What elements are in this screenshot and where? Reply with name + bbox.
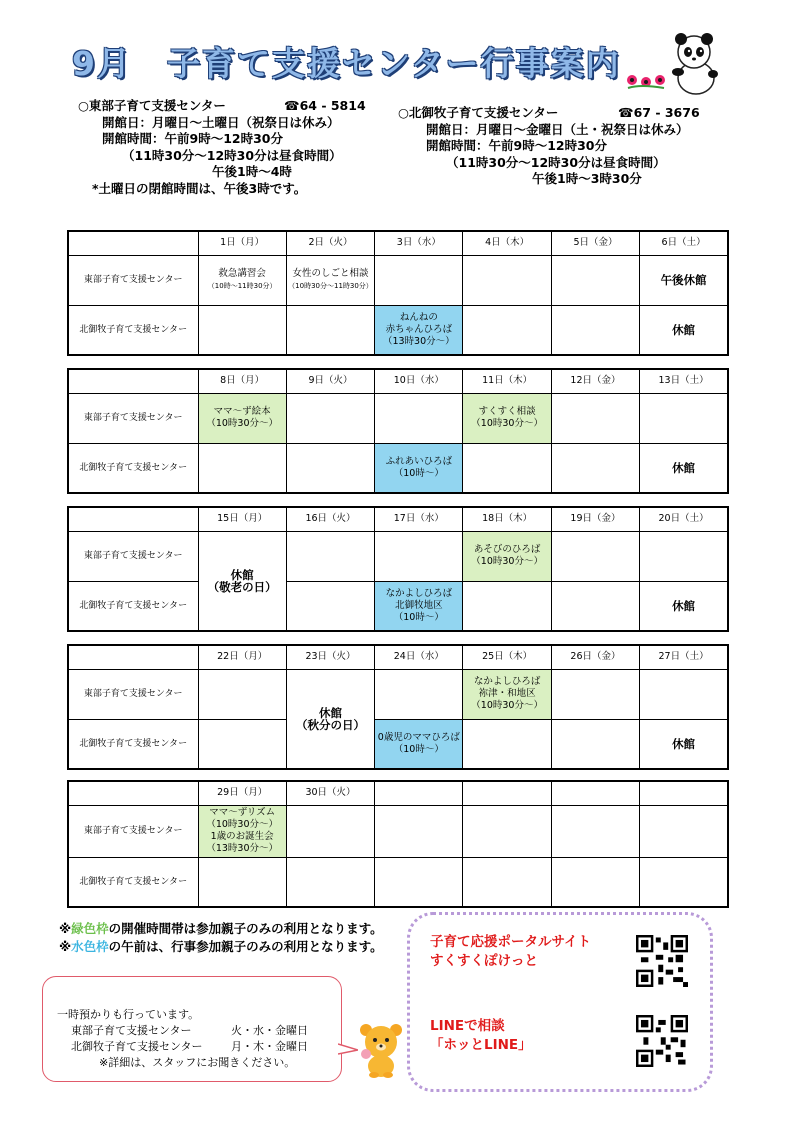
east-center-name: ○東部子育て支援センター (78, 98, 226, 113)
event-time: （10時30分～11時30分） (288, 282, 373, 290)
event-cell (375, 443, 463, 493)
east-afternoon-hours: 午後1時～4時 (212, 164, 292, 179)
event-title: ねんねの (399, 311, 438, 323)
east-lunch-time: （11時30分～12時30分は昼食時間） (122, 147, 342, 163)
event-title: ふれあいひろば (385, 455, 453, 467)
week-table-5 (67, 780, 729, 908)
empty-cell (463, 857, 551, 907)
event-cell (198, 805, 286, 857)
north-center-label: 北御牧子育て支援センター (71, 1040, 203, 1053)
event-time: （13時30分～） (382, 335, 455, 347)
day-header: 24日（水） (375, 645, 463, 669)
bear-icon (356, 1020, 406, 1078)
north-row (68, 581, 728, 631)
closed-label: 休館 (640, 443, 728, 493)
east-saturday-note: *土曜日の閉館時間は、午後3時です。 (92, 180, 307, 196)
event-cell (463, 531, 551, 581)
holiday-name: （敬老の日） (207, 579, 277, 594)
event-time: （10時～11時30分） (207, 282, 277, 290)
empty-cell (375, 393, 463, 443)
empty-cell (551, 669, 639, 719)
day-header (551, 781, 639, 805)
week-header-row (68, 781, 728, 805)
event-cell (463, 669, 551, 719)
east-row (68, 669, 728, 719)
childcare-bubble (42, 976, 342, 1082)
east-open-hours: 開館時間：午前9時～12時30分 (102, 131, 283, 146)
week-table-1 (67, 230, 729, 356)
event-area: 北御牧地区 (395, 599, 443, 611)
empty-cell (551, 719, 639, 769)
event-time: （10時～） (393, 467, 444, 479)
north-afternoon-hours: 午後1時～3時30分 (532, 171, 642, 186)
empty-cell (551, 581, 639, 631)
header-corner-cell (68, 507, 198, 531)
empty-cell (551, 531, 639, 581)
event-time: （10時～） (393, 611, 444, 623)
east-row-label: 東部子育て支援センター (68, 669, 198, 719)
line-consult-name: 「ホッとLINE」 (430, 1037, 532, 1053)
empty-cell (198, 669, 286, 719)
day-header: 9日（火） (286, 369, 374, 393)
empty-cell (198, 443, 286, 493)
north-row-label: 北御牧子育て支援センター (68, 305, 198, 355)
week-header-row (68, 369, 728, 393)
north-open-days: 開館日：月曜日～金曜日（土・祝祭日は休み） (426, 121, 689, 137)
day-header: 30日（火） (286, 781, 374, 805)
east-row (68, 805, 728, 857)
event-title: ママ～ず絵本 (213, 406, 271, 417)
north-lunch-time: （11時30分～12時30分は昼食時間） (446, 154, 666, 170)
day-header: 15日（月） (198, 507, 286, 531)
day-header (463, 781, 551, 805)
event-cell (375, 305, 463, 355)
event-cell (198, 255, 286, 305)
east-row-label: 東部子育て支援センター (68, 531, 198, 581)
header-corner-cell (68, 231, 198, 255)
event-time: （10時30分～） (471, 700, 543, 711)
panda-icon (620, 28, 720, 98)
day-header: 13日（土） (640, 369, 728, 393)
day-header: 20日（土） (640, 507, 728, 531)
portal-site-title: 子育て応援ポータルサイト (430, 934, 592, 950)
event-time: （10時30分～） (471, 418, 543, 429)
empty-cell (198, 719, 286, 769)
empty-cell (640, 531, 728, 581)
east-row-label: 東部子育て支援センター (68, 255, 198, 305)
east-childcare-days: 火・水・金曜日 (231, 1024, 308, 1037)
day-header: 19日（金） (551, 507, 639, 531)
empty-cell (640, 393, 728, 443)
closed-label: 休館 (640, 305, 728, 355)
note-mark: ※ (59, 939, 72, 954)
week-table-4 (67, 644, 729, 770)
event-cell (375, 581, 463, 631)
empty-cell (375, 531, 463, 581)
header-corner-cell (68, 645, 198, 669)
portal-info-box (407, 912, 713, 1092)
portal-qr-code-icon[interactable] (636, 935, 688, 987)
empty-cell (375, 805, 463, 857)
north-row (68, 443, 728, 493)
closed-label: 午後休館 (640, 255, 728, 305)
event-time: （10時30分～） (471, 556, 543, 567)
day-header: 23日（火） (286, 645, 374, 669)
day-header: 12日（金） (551, 369, 639, 393)
line-qr-code-icon[interactable] (636, 1015, 688, 1067)
north-center-tel: ☎67 - 3676 (618, 105, 700, 120)
event-title: なかよしひろば (473, 676, 541, 687)
day-header: 2日（火） (286, 231, 374, 255)
empty-cell (640, 669, 728, 719)
empty-cell (551, 857, 639, 907)
week-header-row (68, 645, 728, 669)
north-row (68, 857, 728, 907)
empty-cell (286, 805, 374, 857)
event-title: なかよしひろば (385, 587, 453, 599)
portal-site-label (430, 933, 591, 971)
day-header: 1日（月） (198, 231, 286, 255)
east-row (68, 393, 728, 443)
event-title: 1歳のお誕生会 (210, 831, 274, 842)
week-table-3 (67, 506, 729, 632)
closed-label: 休館 (640, 581, 728, 631)
event-time: （10時30分～） (206, 819, 278, 830)
empty-cell (551, 305, 639, 355)
day-header: 4日（木） (463, 231, 551, 255)
week-table-2 (67, 368, 729, 494)
week-header-row (68, 507, 728, 531)
north-row (68, 305, 728, 355)
note-text: の午前は、行事参加親子のみの利用となります。 (108, 939, 383, 954)
line-consult-label (430, 1017, 532, 1055)
east-center-tel: ☎64 - 5814 (284, 98, 366, 113)
north-row-label: 北御牧子育て支援センター (68, 857, 198, 907)
holiday-cell (286, 669, 374, 769)
empty-cell (286, 581, 374, 631)
page-title: 9月 子育て支援センター行事案内 (72, 44, 621, 83)
empty-cell (286, 443, 374, 493)
green-label: 緑色枠 (71, 921, 109, 936)
day-header: 8日（月） (198, 369, 286, 393)
north-row-label: 北御牧子育て支援センター (68, 581, 198, 631)
east-row-label: 東部子育て支援センター (68, 805, 198, 857)
empty-cell (286, 393, 374, 443)
line-consult-title: LINEで相談 (430, 1018, 505, 1034)
day-header: 10日（水） (375, 369, 463, 393)
east-open-days: 開館日：月曜日～土曜日（祝祭日は休み） (102, 114, 340, 130)
day-header: 6日（土） (640, 231, 728, 255)
day-header: 29日（月） (198, 781, 286, 805)
event-title: ママ～ずリズム (209, 807, 276, 818)
east-center-label: 東部子育て支援センター (71, 1024, 192, 1037)
north-row-label: 北御牧子育て支援センター (68, 443, 198, 493)
green-note (59, 920, 383, 938)
event-time: （10時30分～） (206, 418, 278, 429)
closed-label: 休館 (640, 719, 728, 769)
header-corner-cell (68, 369, 198, 393)
blue-label: 水色枠 (71, 939, 109, 954)
event-title: 0歳児のママひろば (377, 731, 460, 743)
event-title: あそびのひろば (473, 544, 541, 555)
east-center-info (78, 98, 366, 197)
event-area: 祢津・和地区 (478, 688, 536, 699)
color-legend-notes (59, 920, 383, 956)
event-title: すくすく相談 (478, 406, 536, 417)
day-header: 11日（木） (463, 369, 551, 393)
north-center-info (398, 105, 700, 188)
day-header: 18日（木） (463, 507, 551, 531)
bubble-tail-icon (338, 1042, 358, 1056)
event-time: （10時～） (393, 743, 444, 755)
empty-cell (286, 857, 374, 907)
event-title: 救急講習会 (218, 268, 266, 279)
holiday-name: （秋分の日） (295, 717, 365, 732)
event-cell (286, 255, 374, 305)
day-header: 5日（金） (551, 231, 639, 255)
closed-label: 休館 (318, 705, 342, 720)
day-header: 17日（水） (375, 507, 463, 531)
empty-cell (375, 255, 463, 305)
empty-cell (286, 305, 374, 355)
east-row (68, 531, 728, 581)
east-row (68, 255, 728, 305)
event-title: 女性のしごと相談 (292, 268, 369, 279)
day-header: 26日（金） (551, 645, 639, 669)
day-header: 3日（水） (375, 231, 463, 255)
day-header (375, 781, 463, 805)
empty-cell (551, 255, 639, 305)
empty-cell (375, 857, 463, 907)
empty-cell (286, 531, 374, 581)
empty-cell (640, 805, 728, 857)
event-cell (198, 393, 286, 443)
event-cell (463, 393, 551, 443)
empty-cell (463, 443, 551, 493)
day-header: 16日（火） (286, 507, 374, 531)
portal-site-name: すくすくぽけっと (430, 953, 538, 969)
note-mark: ※ (59, 921, 72, 936)
event-time: （13時30分～） (206, 843, 278, 854)
empty-cell (198, 305, 286, 355)
north-childcare-days: 月・木・金曜日 (231, 1040, 308, 1053)
north-row (68, 719, 728, 769)
empty-cell (640, 857, 728, 907)
holiday-cell (198, 531, 286, 631)
empty-cell (463, 581, 551, 631)
day-header: 22日（月） (198, 645, 286, 669)
empty-cell (463, 305, 551, 355)
closed-label: 休館 (230, 567, 254, 582)
north-center-name: ○北御牧子育て支援センター (398, 105, 559, 120)
blue-note (59, 938, 383, 956)
empty-cell (551, 443, 639, 493)
note-text: の開催時間帯は参加親子のみの利用となります。 (108, 921, 383, 936)
week-header-row (68, 231, 728, 255)
east-row-label: 東部子育て支援センター (68, 393, 198, 443)
bubble-note: ※詳細は、スタッフにお聞きください。 (99, 1056, 296, 1069)
empty-cell (463, 719, 551, 769)
bubble-heading: 一時預かりも行っています。 (57, 1008, 200, 1021)
header-corner-cell (68, 781, 198, 805)
day-header: 25日（木） (463, 645, 551, 669)
empty-cell (551, 805, 639, 857)
empty-cell (463, 255, 551, 305)
event-cell (375, 719, 463, 769)
north-open-hours: 開館時間：午前9時～12時30分 (426, 138, 607, 153)
empty-cell (198, 857, 286, 907)
empty-cell (375, 669, 463, 719)
event-title: 赤ちゃんひろば (385, 323, 453, 335)
day-header: 27日（土） (640, 645, 728, 669)
empty-cell (463, 805, 551, 857)
empty-cell (551, 393, 639, 443)
north-row-label: 北御牧子育て支援センター (68, 719, 198, 769)
day-header (640, 781, 728, 805)
